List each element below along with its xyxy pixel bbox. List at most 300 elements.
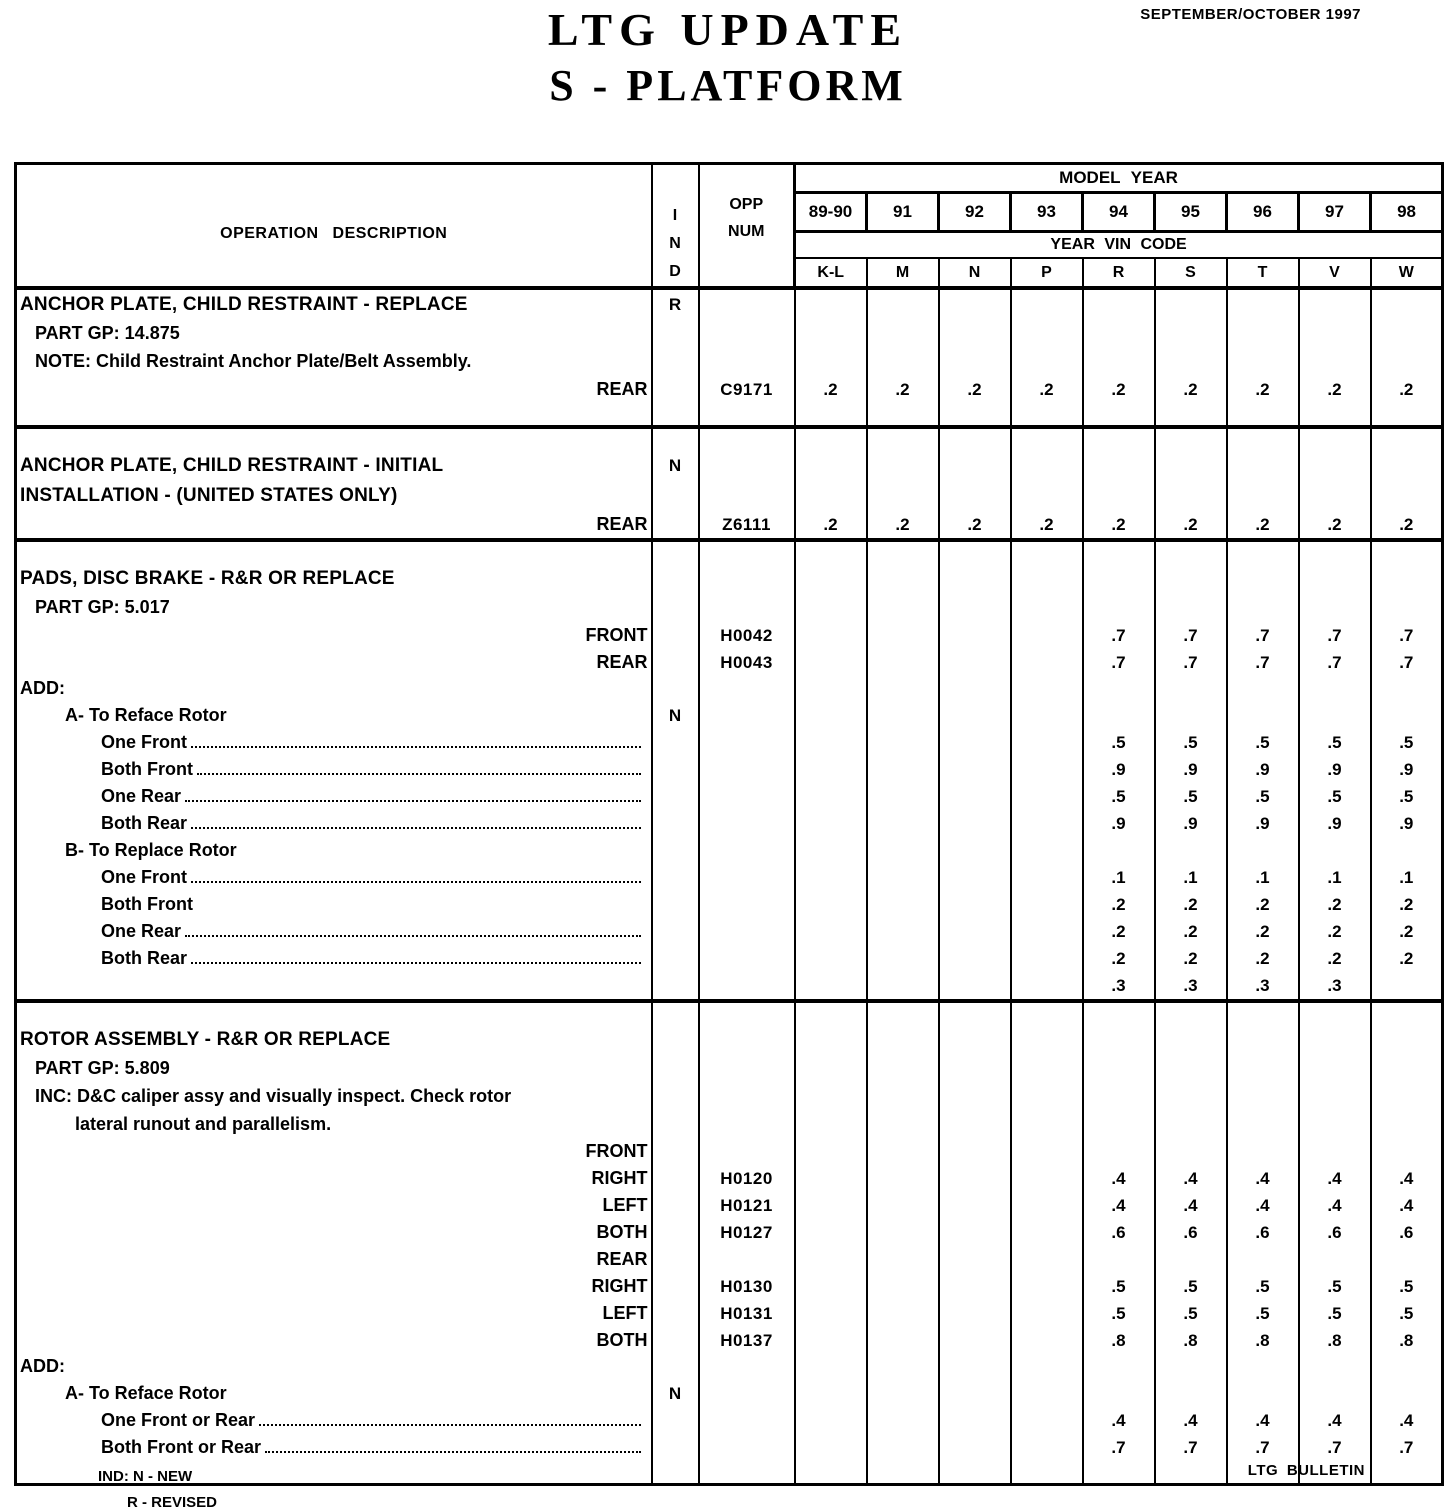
operation-line (17, 1030, 651, 1051)
value-cell (1011, 1380, 1083, 1407)
value-cell (795, 676, 867, 702)
value-cell: .7 (1371, 1434, 1443, 1461)
value-cell (939, 1327, 1011, 1354)
value-cell (939, 972, 1011, 1001)
value-cell (1011, 451, 1083, 481)
value-cell (795, 1327, 867, 1354)
value-cell (1083, 403, 1155, 427)
value-cell: .9 (1227, 810, 1299, 837)
value-cell (1371, 1461, 1443, 1485)
value-cell (1011, 622, 1083, 649)
value-cell (795, 1354, 867, 1380)
value-cell: .5 (1083, 1300, 1155, 1327)
value-cell (1155, 1354, 1227, 1380)
value-cell: .2 (1227, 891, 1299, 918)
value-cell (939, 288, 1011, 320)
value-cell (939, 1055, 1011, 1083)
value-cell: .6 (1227, 1219, 1299, 1246)
value-cell (867, 1111, 939, 1138)
ind-cell (652, 1407, 699, 1434)
operation-cell (16, 288, 652, 320)
operation-label: PADS, DISC BRAKE - R&R OR REPLACE (20, 567, 395, 589)
value-cell (1299, 427, 1371, 451)
value-cell (1299, 1001, 1371, 1025)
operation-label: One Front (101, 731, 187, 752)
value-cell (1083, 348, 1155, 376)
value-cell: .4 (1155, 1407, 1227, 1434)
vin-header-r: R (1083, 258, 1155, 288)
value-cell: .5 (1371, 783, 1443, 810)
value-cell: .2 (1227, 918, 1299, 945)
value-cell (1083, 540, 1155, 564)
value-cell (867, 1407, 939, 1434)
value-cell (1011, 320, 1083, 348)
table-row (16, 1111, 1443, 1138)
value-cell (1083, 427, 1155, 451)
value-cell: .4 (1299, 1407, 1371, 1434)
operation-cell (16, 481, 652, 511)
operation-cell (16, 1219, 652, 1246)
value-cell (867, 564, 939, 594)
value-cell (1227, 403, 1299, 427)
value-cell (1227, 348, 1299, 376)
value-cell (795, 1380, 867, 1407)
opp-num-cell (699, 702, 795, 729)
value-cell: .5 (1299, 1273, 1371, 1300)
operation-cell (16, 1083, 652, 1111)
opp-num-cell (699, 1001, 795, 1025)
value-cell (867, 451, 939, 481)
value-cell (939, 1219, 1011, 1246)
operation-description-label: OPERATION DESCRIPTION (220, 224, 448, 242)
value-cell: .5 (1227, 783, 1299, 810)
value-cell: .5 (1155, 783, 1227, 810)
value-cell: .2 (1155, 945, 1227, 972)
operation-cell (16, 1165, 652, 1192)
value-cell: .2 (1083, 945, 1155, 972)
value-cell (939, 918, 1011, 945)
value-cell (1155, 702, 1227, 729)
value-cell: .5 (1155, 1300, 1227, 1327)
year-header-94: 94 (1083, 193, 1155, 232)
value-cell: .2 (1155, 511, 1227, 540)
value-cell (1083, 1138, 1155, 1165)
value-cell (1371, 1083, 1443, 1111)
value-cell: .5 (1371, 1300, 1443, 1327)
labor-time-table-wrapper (14, 162, 1444, 1486)
value-cell (795, 1165, 867, 1192)
value-cell (867, 810, 939, 837)
value-cell (939, 1083, 1011, 1111)
table-header (16, 164, 1443, 289)
value-cell (867, 864, 939, 891)
operation-label: B- To Replace Rotor (65, 839, 237, 860)
value-cell (795, 1219, 867, 1246)
value-cell (795, 729, 867, 756)
value-cell: .2 (1155, 918, 1227, 945)
ind-cell: N (652, 451, 699, 481)
value-cell (795, 891, 867, 918)
operation-cell (16, 451, 652, 481)
table-row (16, 622, 1443, 649)
table-row (16, 511, 1443, 540)
dotted-leader (259, 1424, 640, 1426)
value-cell (1227, 1055, 1299, 1083)
opp-label: OPP (729, 196, 764, 213)
ind-letter-n: N (669, 234, 681, 252)
operation-cell (16, 1434, 652, 1461)
value-cell (1371, 288, 1443, 320)
value-cell (1371, 1354, 1443, 1380)
value-cell (867, 918, 939, 945)
value-cell (1011, 1001, 1083, 1025)
value-cell (867, 594, 939, 622)
value-cell (1155, 676, 1227, 702)
value-cell (939, 1246, 1011, 1273)
ind-cell (652, 594, 699, 622)
value-cell: .2 (795, 376, 867, 403)
value-cell: .2 (1155, 891, 1227, 918)
table-row (16, 427, 1443, 451)
value-cell (1011, 481, 1083, 511)
year-header-95: 95 (1155, 193, 1227, 232)
value-cell (795, 1246, 867, 1273)
value-cell (1299, 1055, 1371, 1083)
opp-num-cell (699, 1055, 795, 1083)
value-cell (795, 945, 867, 972)
value-cell: .5 (1155, 729, 1227, 756)
ind-cell (652, 1192, 699, 1219)
section-anchor-plate-replace (16, 288, 1443, 427)
operation-line (17, 760, 651, 780)
value-cell (939, 348, 1011, 376)
value-cell (1299, 1380, 1371, 1407)
operation-cell (16, 891, 652, 918)
value-cell (939, 756, 1011, 783)
value-cell (795, 972, 867, 1001)
value-cell (867, 783, 939, 810)
value-cell: .2 (1371, 945, 1443, 972)
operation-line (17, 1411, 651, 1431)
operation-cell (16, 1300, 652, 1327)
value-cell (1011, 564, 1083, 594)
vin-header-k-l: K-L (795, 258, 867, 288)
title-line-1: LTG UPDATE (547, 4, 909, 55)
ind-cell (652, 1165, 699, 1192)
operation-cell (16, 1327, 652, 1354)
operation-line (17, 949, 651, 969)
operation-line (17, 733, 651, 753)
operation-cell (16, 864, 652, 891)
value-cell: .8 (1227, 1327, 1299, 1354)
operation-label: INSTALLATION - (UNITED STATES ONLY) (20, 484, 398, 506)
ind-cell (652, 783, 699, 810)
value-cell (1011, 427, 1083, 451)
operation-cell (16, 1380, 652, 1407)
value-cell (1371, 702, 1443, 729)
table-row (16, 676, 1443, 702)
value-cell (939, 1300, 1011, 1327)
operation-cell (16, 427, 652, 451)
operation-line (17, 324, 651, 344)
opp-num-cell (699, 540, 795, 564)
value-cell (1083, 451, 1155, 481)
value-cell (1155, 1083, 1227, 1111)
opp-num-cell (699, 320, 795, 348)
operation-line (17, 1169, 651, 1189)
opp-num-cell: H0131 (699, 1300, 795, 1327)
value-cell (867, 1219, 939, 1246)
operation-cell (16, 320, 652, 348)
value-cell (795, 756, 867, 783)
value-cell (795, 564, 867, 594)
value-cell (1083, 320, 1155, 348)
value-cell (939, 451, 1011, 481)
operation-cell (16, 1111, 652, 1138)
value-cell (1083, 1083, 1155, 1111)
dotted-leader (185, 935, 640, 937)
table-row (16, 1380, 1443, 1407)
value-cell (1371, 1001, 1443, 1025)
value-cell (1011, 1246, 1083, 1273)
value-cell (867, 403, 939, 427)
dotted-leader (191, 881, 641, 883)
value-cell (795, 649, 867, 676)
opp-num-cell (699, 1407, 795, 1434)
opp-num-cell (699, 564, 795, 594)
value-cell (795, 320, 867, 348)
value-cell: .8 (1155, 1327, 1227, 1354)
year-header-93: 93 (1011, 193, 1083, 232)
value-cell (1011, 729, 1083, 756)
value-cell: .2 (1227, 376, 1299, 403)
ind-legend-new: IND: N - NEW (98, 1468, 193, 1485)
value-cell (867, 1461, 939, 1485)
vin-header-n: N (939, 258, 1011, 288)
table-row (16, 451, 1443, 481)
ind-cell (652, 427, 699, 451)
value-cell: .5 (1083, 729, 1155, 756)
value-cell (1011, 1434, 1083, 1461)
value-cell: .4 (1227, 1407, 1299, 1434)
title-line-2: S - PLATFORM (549, 61, 907, 111)
operation-cell (16, 564, 652, 594)
operation-line (17, 895, 651, 915)
value-cell (1011, 594, 1083, 622)
table-row (16, 1055, 1443, 1083)
value-cell (1371, 1111, 1443, 1138)
value-cell (1371, 1055, 1443, 1083)
ind-cell (652, 891, 699, 918)
value-cell (1299, 837, 1371, 864)
value-cell (795, 348, 867, 376)
value-cell (867, 1273, 939, 1300)
value-cell (795, 1192, 867, 1219)
ind-cell (652, 1327, 699, 1354)
value-cell (795, 1055, 867, 1083)
value-cell: .8 (1371, 1327, 1443, 1354)
ind-legend-revised: R - REVISED (127, 1494, 218, 1511)
opp-num-cell (699, 972, 795, 1001)
value-cell: .5 (1371, 1273, 1443, 1300)
value-cell (939, 837, 1011, 864)
value-cell (1011, 756, 1083, 783)
value-cell (795, 451, 867, 481)
table-row (16, 1407, 1443, 1434)
operation-cell (16, 918, 652, 945)
value-cell (1299, 1354, 1371, 1380)
value-cell: .7 (1299, 622, 1371, 649)
value-cell (1227, 481, 1299, 511)
operation-line (17, 598, 651, 618)
value-cell (1299, 594, 1371, 622)
value-cell (1155, 427, 1227, 451)
ind-cell (652, 1055, 699, 1083)
value-cell: .4 (1299, 1165, 1371, 1192)
operation-line (17, 1196, 651, 1216)
value-cell: .6 (1083, 1219, 1155, 1246)
value-cell (1227, 594, 1299, 622)
value-cell (795, 1461, 867, 1485)
table-row (16, 864, 1443, 891)
value-cell (1371, 1246, 1443, 1273)
opp-num-cell (699, 864, 795, 891)
value-cell (939, 1461, 1011, 1485)
operation-label: REAR (596, 651, 648, 672)
value-cell: .9 (1155, 810, 1227, 837)
operation-cell (16, 702, 652, 729)
value-cell (1227, 1111, 1299, 1138)
value-cell (795, 810, 867, 837)
value-cell (795, 1083, 867, 1111)
vin-header-m: M (867, 258, 939, 288)
value-cell: .4 (1155, 1192, 1227, 1219)
operation-line (17, 380, 651, 400)
value-cell (1083, 481, 1155, 511)
operation-label: A- To Reface Rotor (65, 704, 227, 725)
operation-line (17, 787, 651, 807)
value-cell: .1 (1227, 864, 1299, 891)
operation-label: REAR (596, 1248, 648, 1269)
ind-cell (652, 622, 699, 649)
value-cell (1083, 594, 1155, 622)
value-cell: .4 (1371, 1407, 1443, 1434)
table-row (16, 1025, 1443, 1055)
opp-num-cell (699, 451, 795, 481)
ind-letter-i: I (672, 206, 678, 224)
opp-num-cell (699, 288, 795, 320)
opp-num-cell (699, 1111, 795, 1138)
value-cell: .4 (1227, 1165, 1299, 1192)
value-cell (1371, 594, 1443, 622)
value-cell: .4 (1083, 1192, 1155, 1219)
value-cell: .6 (1155, 1219, 1227, 1246)
table-row (16, 972, 1443, 1001)
value-cell (1227, 540, 1299, 564)
value-cell (795, 1273, 867, 1300)
value-cell (1011, 891, 1083, 918)
ind-cell (652, 1273, 699, 1300)
value-cell (939, 810, 1011, 837)
table-row (16, 1083, 1443, 1111)
value-cell (939, 676, 1011, 702)
year-vin-code-header: YEAR VIN CODE (795, 232, 1443, 259)
opp-num-header (699, 164, 795, 289)
value-cell (939, 702, 1011, 729)
value-cell: .6 (1299, 1219, 1371, 1246)
value-cell (1371, 972, 1443, 1001)
year-header-92: 92 (939, 193, 1011, 232)
ind-cell (652, 376, 699, 403)
issue-date: SEPTEMBER/OCTOBER 1997 (1140, 6, 1361, 23)
operation-line (17, 841, 651, 861)
value-cell (939, 1434, 1011, 1461)
ind-cell (652, 1246, 699, 1273)
value-cell: .1 (1083, 864, 1155, 891)
operation-label: ADD: (20, 1356, 65, 1377)
value-cell (867, 1025, 939, 1055)
value-cell: .7 (1155, 1434, 1227, 1461)
dotted-leader (191, 746, 641, 748)
value-cell: .5 (1227, 729, 1299, 756)
table-row (16, 288, 1443, 320)
value-cell: .2 (1299, 918, 1371, 945)
operation-cell (16, 810, 652, 837)
ind-cell (652, 864, 699, 891)
table-row (16, 1246, 1443, 1273)
operation-label: Both Front or Rear (101, 1436, 261, 1457)
operation-line (17, 922, 651, 942)
value-cell: .5 (1371, 729, 1443, 756)
dotted-leader (265, 1451, 641, 1453)
opp-num-cell (699, 403, 795, 427)
value-cell: .9 (1299, 756, 1371, 783)
value-cell: .9 (1371, 810, 1443, 837)
operation-label: ADD: (20, 678, 65, 699)
operation-label: A- To Reface Rotor (65, 1382, 227, 1403)
document-title (0, 6, 1456, 109)
operation-label: ANCHOR PLATE, CHILD RESTRAINT - REPLACE (20, 293, 468, 315)
value-cell (1083, 1246, 1155, 1273)
value-cell (1011, 1273, 1083, 1300)
value-cell (1083, 702, 1155, 729)
value-cell: .2 (1371, 376, 1443, 403)
value-cell (1155, 451, 1227, 481)
value-cell (1083, 564, 1155, 594)
ind-cell (652, 1219, 699, 1246)
value-cell (867, 972, 939, 1001)
value-cell (1011, 1025, 1083, 1055)
operation-line (17, 1115, 651, 1135)
value-cell (939, 564, 1011, 594)
operation-cell (16, 376, 652, 403)
value-cell (795, 427, 867, 451)
value-cell: .7 (1227, 1434, 1299, 1461)
value-cell (1011, 403, 1083, 427)
operation-cell (16, 729, 652, 756)
opp-num-cell (699, 729, 795, 756)
opp-num-cell (699, 1354, 795, 1380)
operation-label: PART GP: 5.809 (35, 1058, 170, 1079)
dotted-leader (191, 962, 640, 964)
value-cell (1299, 403, 1371, 427)
operation-line (17, 486, 651, 507)
dotted-leader (197, 773, 641, 775)
ind-cell (652, 1461, 699, 1485)
value-cell (1011, 348, 1083, 376)
value-cell (1227, 427, 1299, 451)
value-cell: .4 (1155, 1165, 1227, 1192)
